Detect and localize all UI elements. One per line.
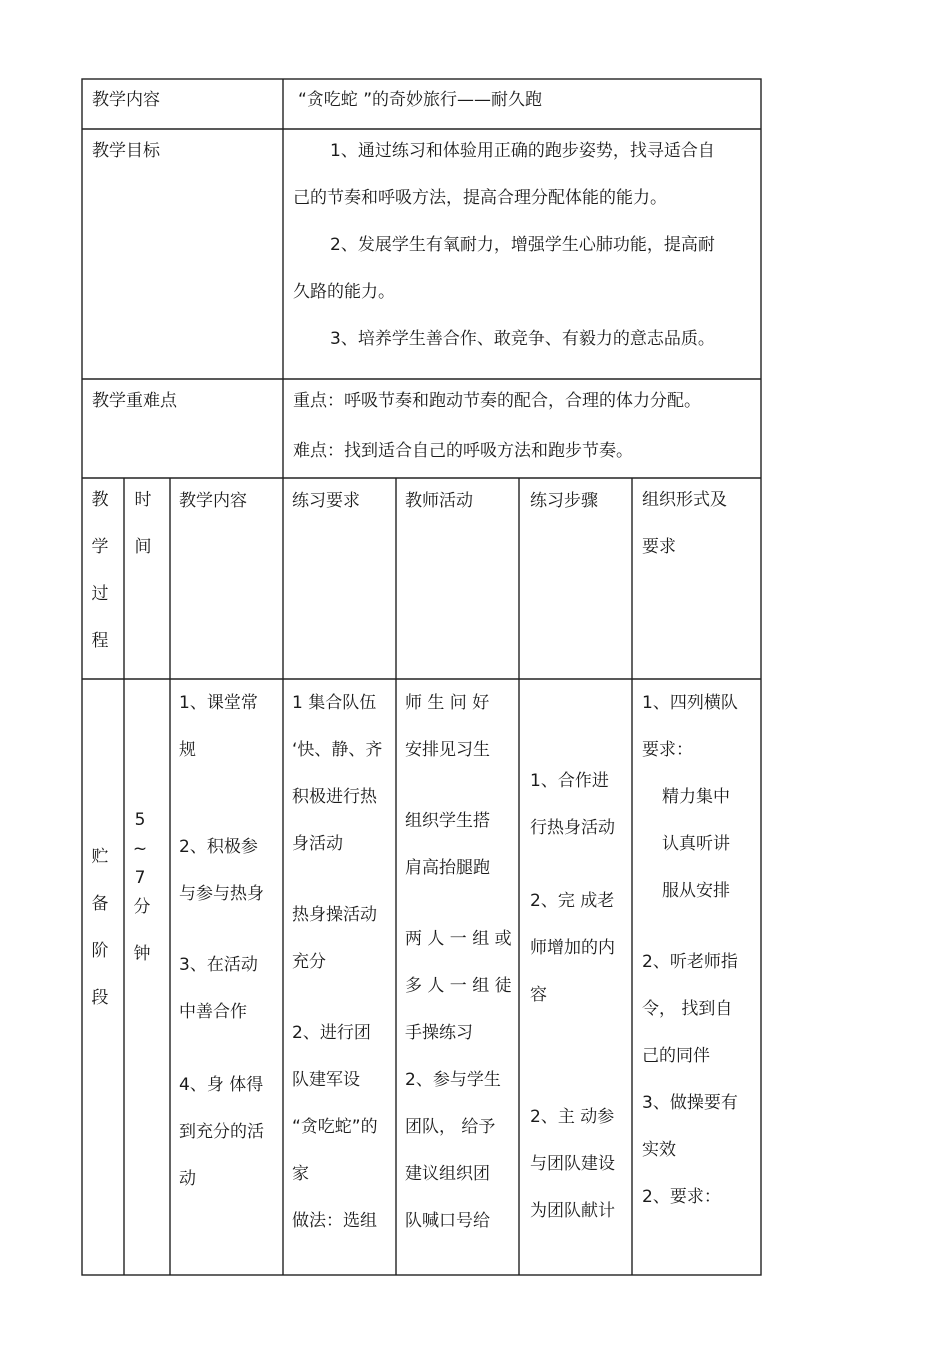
stage-organization: [642, 680, 752, 1221]
header-time-char: 时: [134, 490, 152, 510]
teacher-line: 肩高抬腿跑: [405, 858, 490, 878]
teacher-line: 两 人 一 组 或: [405, 929, 512, 949]
content-gap: [179, 918, 275, 942]
teacher-line: 师 生 问 好: [405, 693, 490, 713]
organization-line: 2、要求：: [642, 1187, 721, 1207]
stage-duration-range: [130, 806, 150, 893]
content-gap: [179, 1036, 275, 1062]
content-gap: [179, 774, 275, 824]
requirements-line: 家: [292, 1164, 309, 1184]
stage-name-char: 段: [91, 988, 109, 1008]
objective-line: 己的节奏和呼吸方法，提高合理分配体能的能力。: [293, 188, 667, 208]
stage-name: [86, 834, 114, 1022]
objective-line: 久路的能力。: [293, 282, 395, 302]
steps-line: 师增加的内: [530, 938, 615, 958]
objective-line: 3、培养学生善合作、敢竞争、有毅力的意志品质。: [330, 329, 715, 349]
teacher-line: 多 人 一 组 徒: [405, 976, 512, 996]
stage-duration-char: 分: [133, 897, 151, 917]
header-teacher: 教师活动: [405, 491, 473, 511]
header-process-char: 过: [91, 584, 109, 604]
stage-duration-char: 7: [134, 868, 146, 888]
teacher-gap: [405, 774, 513, 798]
organization-line: 3、做操要有: [642, 1093, 738, 1113]
content-line: 到充分的活: [179, 1122, 264, 1142]
header-process-char: 教: [91, 490, 109, 510]
organization-line: 认真听讲: [662, 834, 730, 854]
steps-gap: [530, 1019, 626, 1094]
requirements-line: 热身操活动: [292, 905, 377, 925]
teacher-gap: [405, 892, 513, 916]
organization-line: 令， 找到自: [642, 999, 733, 1019]
stage-duration-char: ~: [132, 839, 148, 859]
requirements-line: 做法：选组: [292, 1211, 377, 1231]
header-process-char: 学: [91, 537, 109, 557]
organization-line: 精力集中: [662, 787, 730, 807]
steps-line: 与团队建设: [530, 1154, 615, 1174]
teacher-line: 安排见习生: [405, 740, 490, 760]
steps-line: 2、主 动参: [530, 1107, 615, 1127]
requirements-line: ‘快、静、齐: [292, 740, 383, 760]
header-content: 教学内容: [179, 491, 247, 511]
header-organization: [642, 477, 727, 571]
organization-line: 服从安排: [662, 881, 730, 901]
organization-line: 1、四列横队: [642, 693, 738, 713]
header-process: [86, 477, 114, 665]
objective-line: 1、通过练习和体验用正确的跑步姿势，找寻适合自: [330, 141, 715, 161]
teacher-line: 手操练习: [405, 1023, 473, 1043]
stage-duration-char: 5: [134, 810, 146, 830]
teacher-line: 组织学生搭: [405, 811, 490, 831]
teacher-line: 建议组织团: [405, 1164, 490, 1184]
content-line: 规: [179, 740, 196, 760]
teacher-line: 2、参与学生: [405, 1070, 501, 1090]
organization-line: 要求：: [642, 740, 693, 760]
requirements-line: “贪吃蛇”的: [292, 1117, 378, 1137]
header-time: [129, 477, 157, 571]
header-process-char: 程: [91, 631, 109, 651]
organization-line: 己的同伴: [642, 1046, 710, 1066]
organization-line: 实效: [642, 1140, 676, 1160]
requirements-gap: [292, 868, 392, 892]
key-points-label: 教学重难点: [92, 391, 177, 411]
key-point-focus: 重点：呼吸节奏和跑动节奏的配合，合理的体力分配。: [293, 391, 701, 411]
lesson-title: “贪吃蛇 ”的奇妙旅行——耐久跑: [298, 90, 543, 110]
stage-duration-unit: [130, 884, 154, 978]
organization-line: 2、听老师指: [642, 952, 738, 972]
teacher-line: 团队， 给予: [405, 1117, 496, 1137]
requirements-line: 积极进行热: [292, 787, 377, 807]
requirements-gap: [292, 986, 392, 1010]
requirements-line: 队建军设: [292, 1070, 360, 1090]
content-line: 与参与热身: [179, 884, 264, 904]
content-line: 中善合作: [179, 1002, 247, 1022]
content-line: 1、课堂常: [179, 693, 258, 713]
steps-line: 为团队献计: [530, 1201, 615, 1221]
objective-line: 2、发展学生有氧耐力，增强学生心肺功能，提高耐: [330, 235, 715, 255]
content-line: 2、积极参: [179, 837, 258, 857]
requirements-line: 2、进行团: [292, 1023, 371, 1043]
objectives-label: 教学目标: [92, 141, 160, 161]
content-line: 动: [179, 1169, 196, 1189]
steps-line: 容: [530, 985, 547, 1005]
stage-content: [179, 680, 275, 1203]
stage-requirements: [292, 680, 392, 1245]
stage-teacher: [405, 680, 513, 1245]
stage-name-char: 贮: [91, 847, 109, 867]
requirements-line: 充分: [292, 952, 326, 972]
steps-line: 行热身活动: [530, 818, 615, 838]
organization-gap: [642, 915, 752, 939]
header-organization-line: 组织形式及: [642, 490, 727, 510]
stage-duration-char: 钟: [133, 944, 151, 964]
steps-line: 2、完 成老: [530, 891, 615, 911]
content-line: 3、在活动: [179, 955, 258, 975]
requirements-line: 1 集合队伍: [292, 693, 377, 713]
stage-name-char: 备: [91, 894, 109, 914]
header-organization-line: 要求: [642, 537, 676, 557]
header-steps: 练习步骤: [530, 491, 598, 511]
requirements-line: 身活动: [292, 834, 343, 854]
content-line: 4、身 体得: [179, 1075, 264, 1095]
header-requirements: 练习要求: [292, 491, 360, 511]
teacher-line: 队喊口号给: [405, 1211, 490, 1231]
header-time-char: 间: [134, 537, 152, 557]
steps-gap: [530, 852, 626, 878]
stage-name-char: 阶: [91, 941, 109, 961]
stage-steps: [530, 758, 626, 1235]
steps-line: 1、合作进: [530, 771, 609, 791]
lesson-content-label: 教学内容: [92, 90, 160, 110]
objectives-text: [293, 128, 743, 363]
key-point-difficulty: 难点：找到适合自己的呼吸方法和跑步节奏。: [293, 441, 633, 461]
